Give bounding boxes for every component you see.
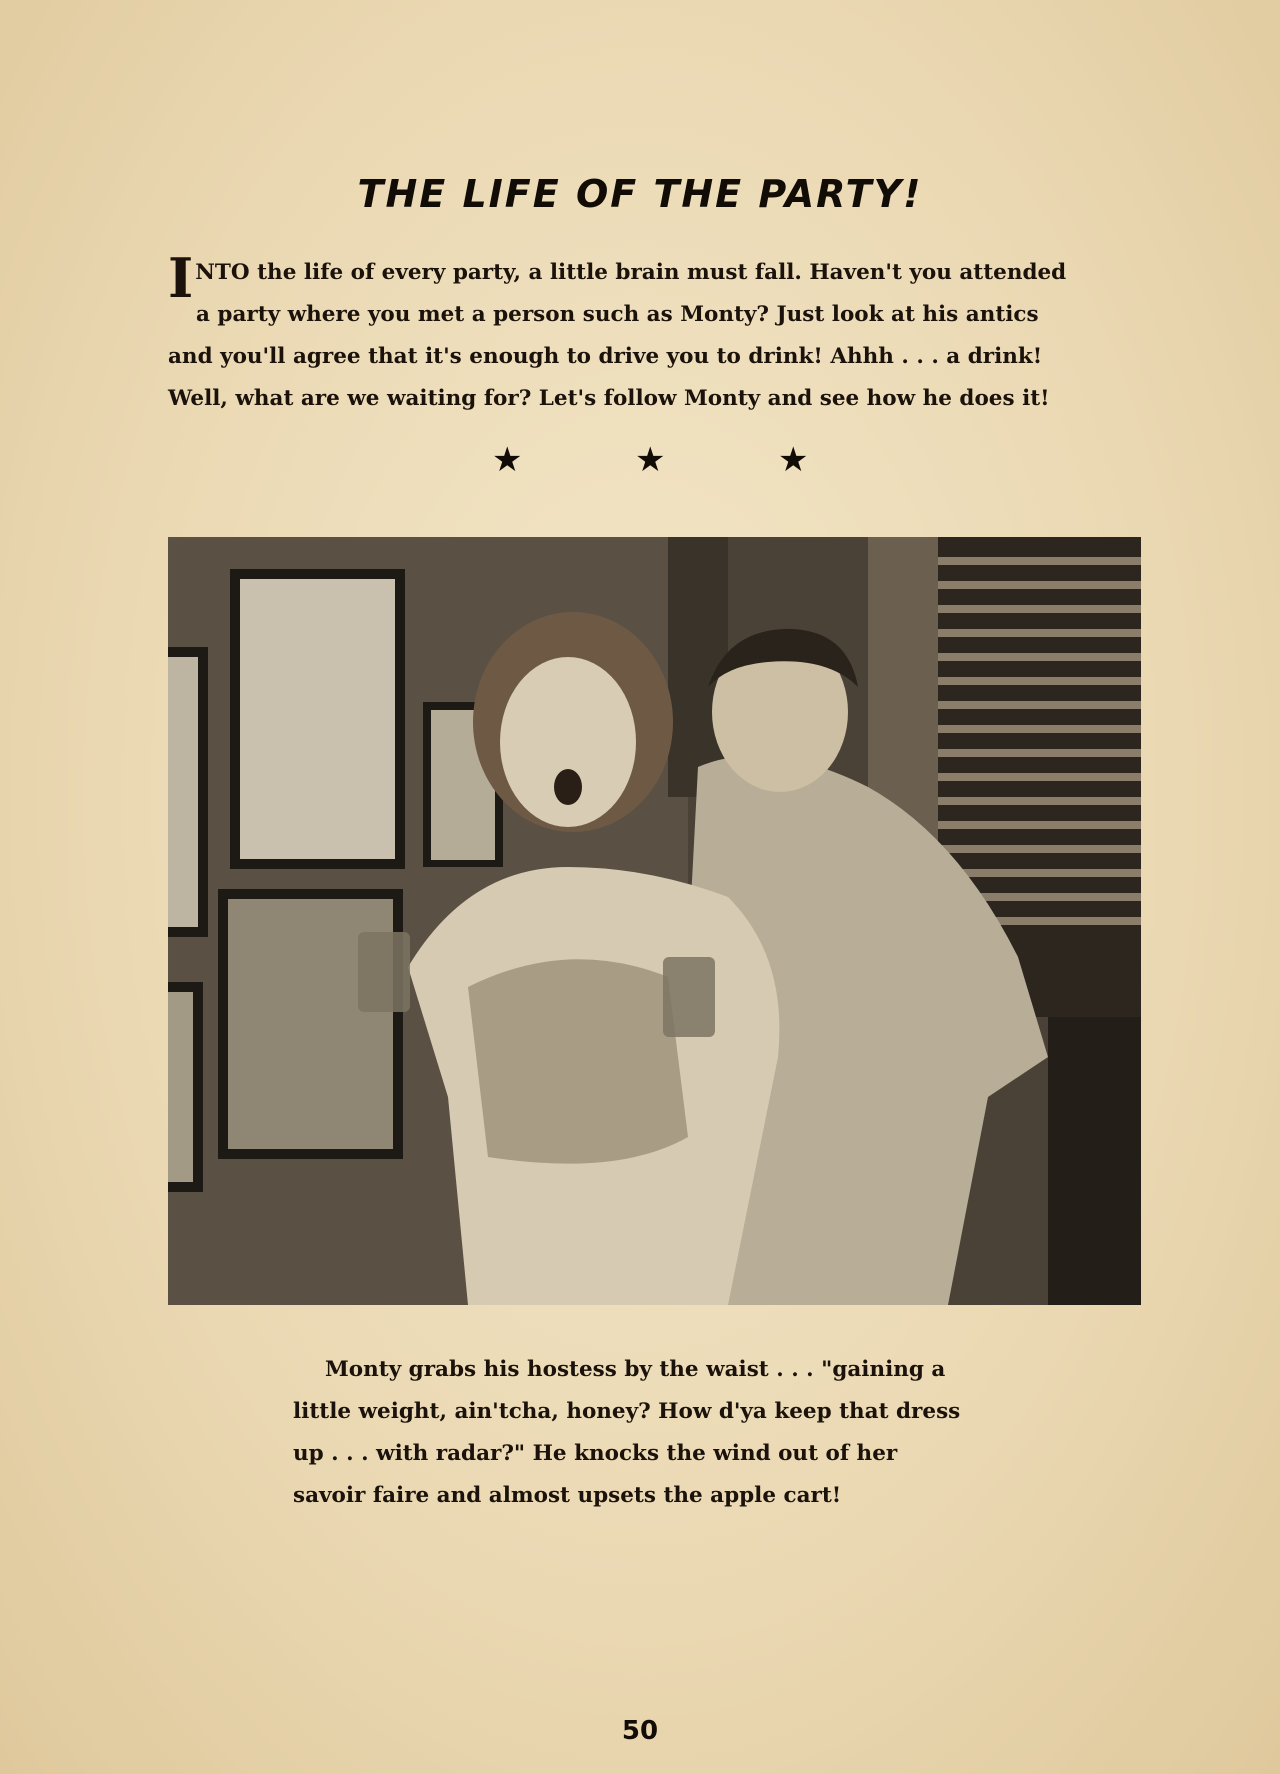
photograph-icon — [168, 537, 1141, 1305]
drop-cap: I — [168, 246, 194, 310]
photo-caption — [293, 1349, 1023, 1517]
intro-line: and you'll agree that it's enough to drive you to drink! Ahhh . . . a drink! — [168, 344, 1043, 369]
intro-line: NTO the life of every party, a little brain must fall. Haven't you attended — [195, 260, 1067, 285]
star-icon: ★ — [778, 440, 809, 480]
caption-line: little weight, ain'tcha, honey? How d'ya keep that dress — [293, 1399, 961, 1424]
intro-line: Well, what are we waiting for? Let's follow Monty and see how he does it! — [168, 386, 1050, 411]
caption-line: up . . . with radar?" He knocks the wind out of her — [293, 1441, 898, 1466]
caption-line: savoir faire and almost upsets the apple cart! — [293, 1483, 842, 1508]
star-divider — [0, 440, 1280, 490]
party-photograph — [168, 537, 1141, 1305]
star-icon: ★ — [492, 440, 523, 480]
intro-line: a party where you met a person such as Monty? Just look at his antics — [196, 302, 1039, 327]
intro-paragraph — [168, 246, 1132, 420]
star-icon: ★ — [635, 440, 666, 480]
caption-line: Monty grabs his hostess by the waist . . . "gaining a — [325, 1357, 946, 1382]
page-title: THE LIFE OF THE PARTY! — [357, 172, 923, 216]
page-number: 50 — [621, 1716, 659, 1746]
